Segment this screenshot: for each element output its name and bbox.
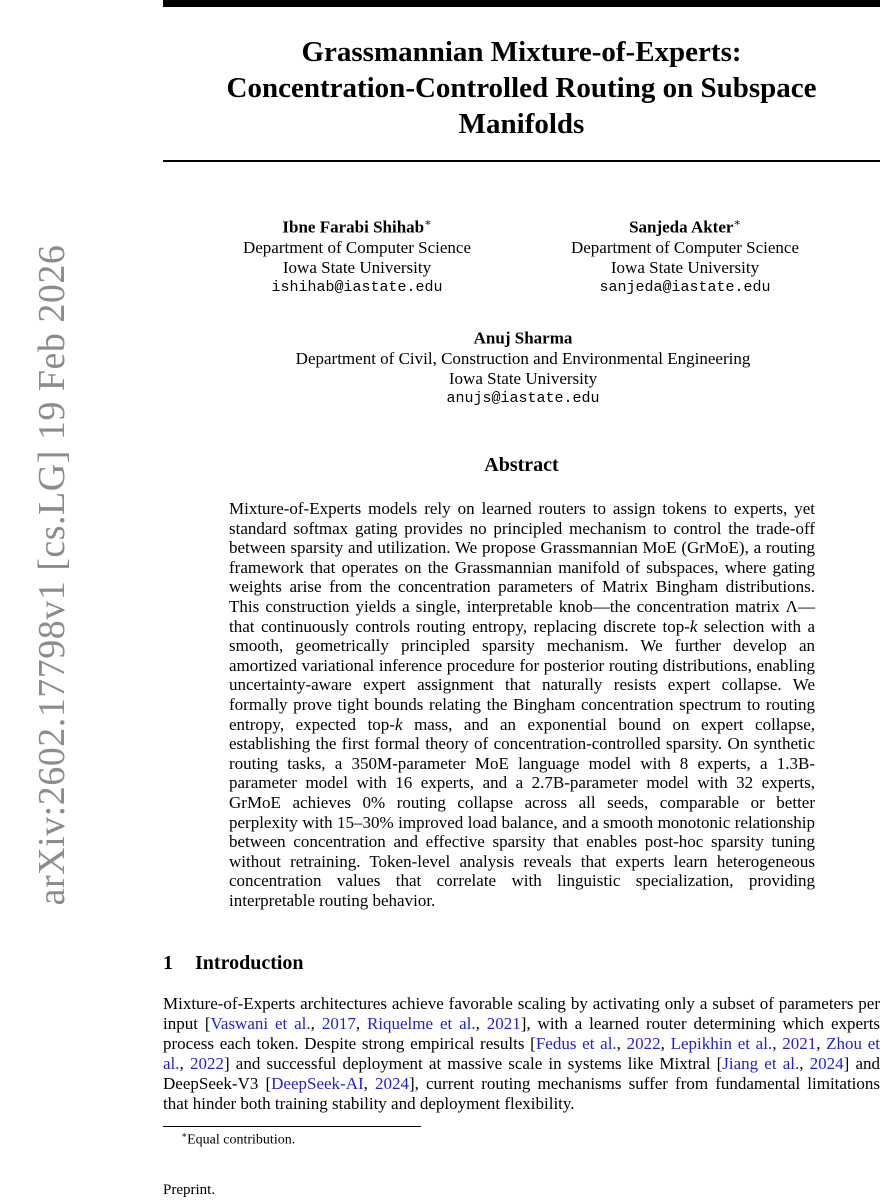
author-mark: ∗ — [733, 217, 741, 229]
title-rule — [163, 160, 880, 162]
preprint-label: Preprint. — [163, 1182, 216, 1198]
author-name: Anuj Sharma — [473, 328, 573, 348]
citation-link[interactable]: Riquelme et al. — [366, 1014, 476, 1033]
citation-link[interactable]: 2021 — [782, 1034, 817, 1053]
author-block-2 — [545, 213, 825, 298]
math-k: k — [394, 714, 403, 734]
author-university: Iowa State University — [282, 257, 432, 277]
footnote-rule — [163, 1126, 421, 1127]
author-department: Department of Computer Science — [570, 237, 799, 257]
paper-title — [163, 34, 880, 142]
footnote-text: Equal contribution. — [187, 1132, 296, 1148]
citation-link[interactable]: DeepSeek-AI — [271, 1074, 364, 1093]
footnote-mark: ∗ — [181, 1130, 188, 1140]
citation-link[interactable]: 2022 — [626, 1034, 661, 1053]
citation-link[interactable]: 2021 — [486, 1014, 521, 1033]
title-line-1: Grassmannian Mixture-of-Experts: — [301, 36, 742, 68]
author-department: Department of Civil, Construction and Environmental Engineering — [295, 348, 751, 368]
author-email[interactable]: ishihab@iastate.edu — [271, 278, 443, 296]
author-name: Ibne Farabi Shihab∗ — [282, 217, 432, 237]
author-email[interactable]: anujs@iastate.edu — [446, 389, 600, 407]
author-mark: ∗ — [424, 217, 432, 229]
author-block-3 — [263, 324, 783, 409]
citation-link[interactable]: Lepikhin et al. — [670, 1034, 773, 1053]
citation-link[interactable]: Vaswani et al. — [210, 1014, 311, 1033]
section-number: 1 — [163, 952, 173, 974]
citation-link[interactable]: Zhou et al. — [163, 1034, 880, 1073]
section-title: Introduction — [195, 952, 304, 974]
abstract-heading: Abstract — [484, 454, 559, 476]
introduction-paragraph: Mixture-of-Experts architectures achieve favorable scaling by activating only a subset of parameters per input [Vaswani et al., 2017, Riquelme et al., 2021], with a learned router determining which experts process each token. Despite strong empirical results [Fedus et al., 2022, Lepikhin et al., 2021, Zhou et al., 2022] and successful deployment at massive scale in systems like Mixtral [Jiang et al., 2024] and DeepSeek-V3 [DeepSeek-AI, 2024], current routing mechanisms suffer from fundamental limitations that hinder both training stability and deployment flexibility. — [163, 994, 880, 1113]
arxiv-identifier: arXiv:2602.17798v1 [cs.LG] 19 Feb 2026 — [31, 244, 73, 906]
author-block-1 — [217, 213, 497, 298]
footnote — [181, 1130, 295, 1149]
author-university: Iowa State University — [448, 368, 598, 388]
author-name: Sanjeda Akter∗ — [629, 217, 741, 237]
math-k: k — [689, 616, 698, 636]
citation-link[interactable]: 2024 — [809, 1054, 844, 1073]
citation-link[interactable]: 2024 — [375, 1074, 409, 1093]
math-lambda: Λ — [785, 596, 798, 616]
citation-link[interactable]: Jiang et al. — [722, 1054, 800, 1073]
citation-link[interactable]: Fedus et al. — [535, 1034, 617, 1053]
citation-link[interactable]: 2022 — [189, 1054, 224, 1073]
author-department: Department of Computer Science — [242, 237, 471, 257]
author-university: Iowa State University — [610, 257, 760, 277]
citation-link[interactable]: 2017 — [321, 1014, 356, 1033]
title-line-2: Concentration-Controlled Routing on Subspace — [226, 72, 817, 104]
abstract-body: Mixture-of-Experts models rely on learned routers to assign tokens to experts, yet standard softmax gating provides no principled mechanism to control the trade-off between sparsity and utilization. We propose Grassmannian MoE (GrMoE), a routing framework that operates on the Grassmannian manifold of subspaces, where gating weights arise from the concentration parameters of Matrix Bingham distributions. This construction yields a single, interpretable knob—the concentration matrix Λ—that continuously controls routing entropy, replacing discrete top-k selection with a smooth, geometrically principled sparsity mechanism. We further develop an amortized variational inference procedure for posterior routing distributions, enabling uncertainty-aware expert assignment that naturally resists expert collapse. We formally prove tight bounds relating the Bingham concentration spectrum to routing entropy, expected top-k mass, and an exponential bound on expert collapse, establishing the first formal theory of concentration-controlled sparsity. On synthetic routing tasks, a 350M-parameter MoE language model with 8 experts, a 1.3B-parameter model with 16 experts, and a 2.7B-parameter model with 32 experts, GrMoE achieves 0% routing collapse across all seeds, comparable or better perplexity with 15–30% improved load balance, and a smooth monotonic relationship between concentration and effective sparsity that enables post-hoc sparsity tuning without retraining. Token-level analysis reveals that experts learn heterogeneous concentration values that correlate with linguistic specialization, providing interpretable routing behavior. — [229, 499, 815, 910]
section-heading-introduction — [163, 952, 304, 975]
top-rule — [163, 0, 880, 7]
author-email[interactable]: sanjeda@iastate.edu — [599, 278, 771, 296]
title-line-3: Manifolds — [458, 108, 585, 140]
